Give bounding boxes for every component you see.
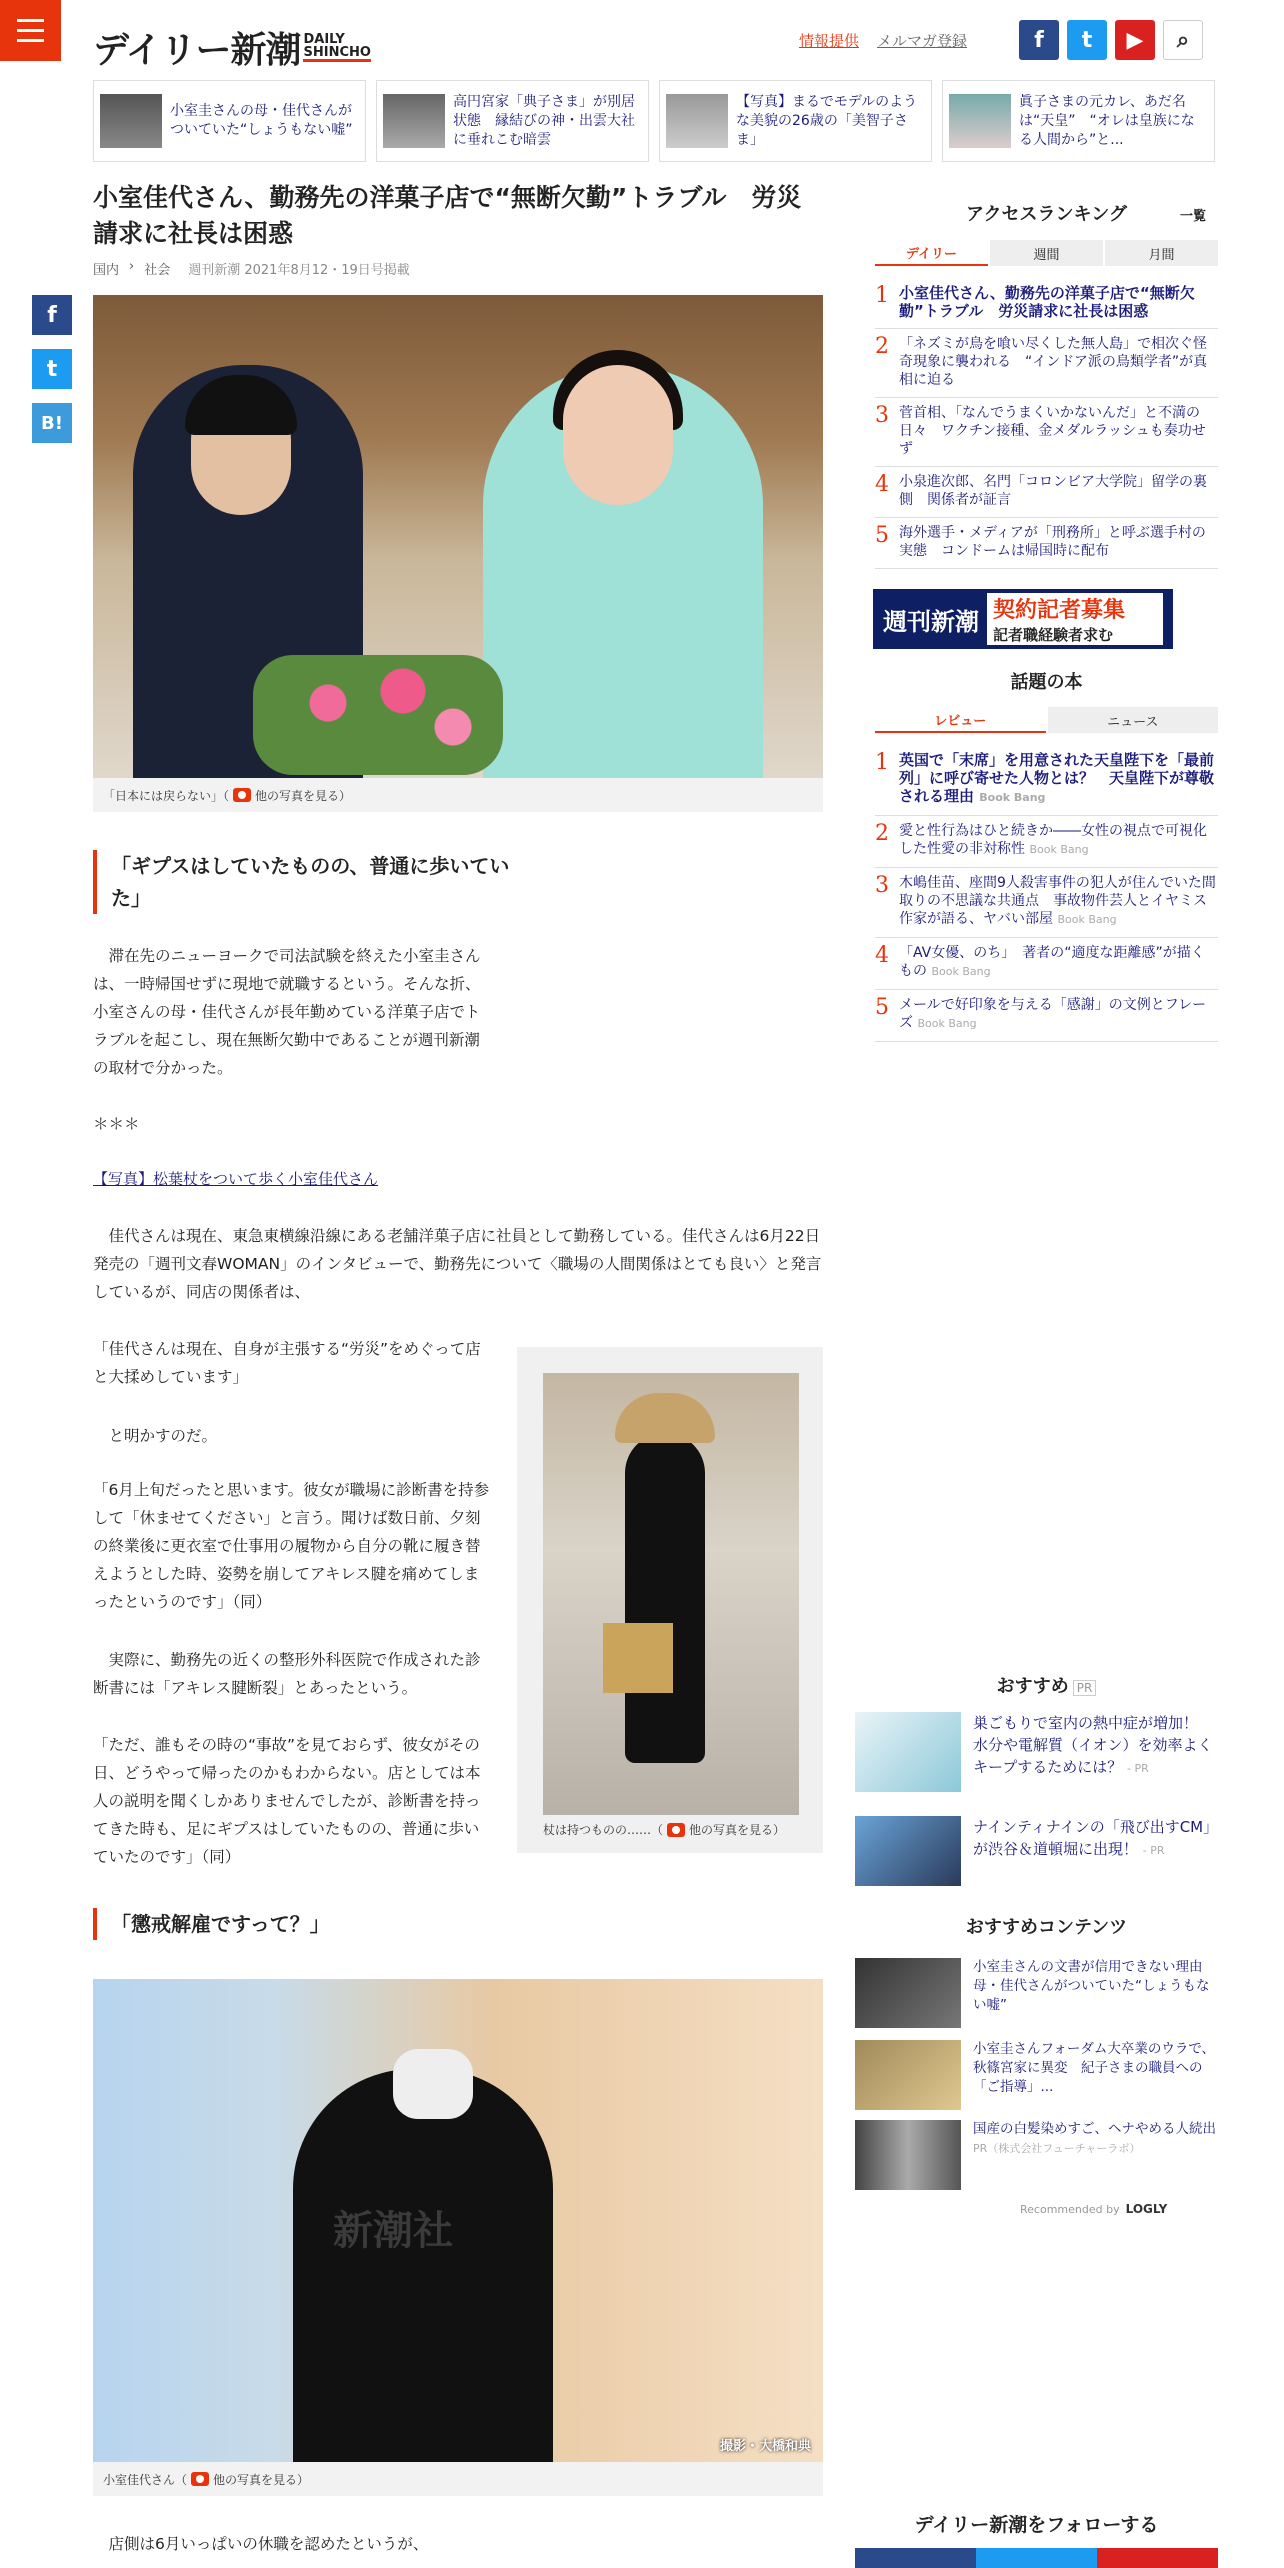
photo-caption: 小室佳代さん（ 他の写真を見る） bbox=[93, 2462, 823, 2496]
watermark: 新潮社 bbox=[333, 2208, 453, 2254]
book-item[interactable]: 1 英国で「末席」を用意された天皇陛下を「最前列」に呼び寄せた人物とは？ 天皇陛下が尊敬される理由 Book Bang bbox=[875, 745, 1218, 816]
ranking-list bbox=[875, 278, 1218, 569]
hamburger-icon bbox=[17, 19, 44, 22]
related-thumb bbox=[383, 94, 445, 148]
pr-badge: PR bbox=[1073, 1680, 1097, 1696]
book-item[interactable]: 4 「AV女優、のち」 著者の“適度な距離感”が描くもの Book Bang bbox=[875, 938, 1218, 990]
book-item[interactable]: 2 愛と性行為はひと続きか――女性の視点で可視化した性愛の非対称性 Book Bang bbox=[875, 816, 1218, 868]
recommend-thumb bbox=[855, 1816, 961, 1886]
photo-link[interactable]: 【写真】松葉杖をついて歩く小室佳代さん bbox=[93, 1170, 379, 1188]
follow-buttons bbox=[855, 2548, 1218, 2568]
logo-subtext: DAILY SHINCHO bbox=[303, 32, 371, 60]
paragraph: 佳代さんは現在、東急東横線沿線にある老舗洋菓子店に社員として勤務している。佳代さんは6月22日発売の「週刊文春WOMAN」のインタビューで、勤務先について〈職場の人間関係はとても良い〉と発言しているが、同店の関係者は、 bbox=[93, 1227, 822, 1301]
site-logo[interactable] bbox=[93, 22, 371, 73]
paragraph: 滞在先のニューヨークで司法試験を終えた小室圭さんは、一時帰国せずに現地で就職するという。そんな折、小室さんの母・佳代さんが長年勤めている洋菓子店でトラブルを起こし、現在無断欠勤中であることが週刊新潮の取材で分かった。 bbox=[93, 947, 481, 1077]
camera-icon[interactable] bbox=[233, 788, 251, 802]
publish-date: 週刊新潮 2021年8月12・19日号掲載 bbox=[188, 263, 410, 278]
recruit-banner[interactable]: 週刊新潮 契約記者募集 記者職経験者求む bbox=[873, 589, 1173, 649]
books-list bbox=[875, 745, 1218, 1042]
info-link[interactable]: 情報提供 bbox=[799, 32, 860, 50]
ranking-more-link[interactable]: 一覧 bbox=[1180, 209, 1207, 224]
tab-monthly[interactable]: 月間 bbox=[1105, 240, 1218, 266]
more-photos-link[interactable]: 他の写真を見る） bbox=[213, 2472, 310, 2487]
content-thumb bbox=[855, 1958, 961, 2028]
camera-icon[interactable] bbox=[191, 2472, 209, 2486]
books-tabs bbox=[875, 707, 1218, 733]
more-photos-link[interactable]: 他の写真を見る） bbox=[255, 788, 352, 803]
photo-kayo[interactable] bbox=[93, 1979, 823, 2462]
separator-stars: ＊＊＊ bbox=[93, 1115, 140, 1133]
related-card[interactable]: 小室圭さんの母・佳代さんがついていた“しょうもない嘘” bbox=[93, 80, 366, 162]
newsletter-link[interactable]: メルマガ登録 bbox=[877, 32, 968, 50]
follow-title: デイリー新潮をフォローする bbox=[914, 2514, 1159, 2536]
share-buttons bbox=[32, 295, 72, 443]
youtube-icon[interactable]: ▶ bbox=[1115, 20, 1155, 60]
content-item[interactable]: 小室圭さんの文書が信用できない理由 母・佳代さんがついていた“しょうもない嘘” bbox=[855, 1958, 1218, 2028]
photo-caption: 杖は持つものの……（ 他の写真を見る） bbox=[543, 1823, 786, 1837]
tab-review[interactable]: レビュー bbox=[875, 707, 1046, 733]
content-item[interactable]: 国産の白髪染めすご、ヘナやめる人続出 PR（株式会社フューチャーラボ） bbox=[855, 2120, 1218, 2190]
inline-photo[interactable] bbox=[517, 1347, 823, 1853]
book-item[interactable]: 5 メールで好印象を与える「感謝」の文例とフレーズ Book Bang bbox=[875, 990, 1218, 1042]
tab-daily[interactable]: デイリー bbox=[875, 240, 988, 266]
paragraph: 実際に、勤務先の近くの整形外科医院で作成された診断書には「アキレス腱断裂」とあったという。 bbox=[93, 1651, 481, 1697]
facebook-share-icon[interactable]: f bbox=[32, 295, 72, 335]
paragraph: 店側は6月いっぱいの休職を認めたというが、 bbox=[93, 2535, 429, 2553]
logo-text: デイリー新潮 bbox=[93, 30, 301, 71]
related-card[interactable]: 高円宮家「典子さま」が別居状態 縁結びの神・出雲大社に垂れこむ暗雲 bbox=[376, 80, 649, 162]
ranking-item[interactable]: 4 小泉進次郎、名門「コロンビア大学院」留学の裏側 関係者が証言 bbox=[875, 467, 1218, 518]
follow-youtube-button[interactable] bbox=[1097, 2548, 1218, 2568]
logly-credit: Recommended by LOGLY bbox=[1020, 2202, 1168, 2216]
breadcrumb bbox=[93, 259, 410, 278]
related-card[interactable]: 眞子さまの元カレ、あだ名は“天皇” “オレは皇族になる人間から”と... bbox=[942, 80, 1215, 162]
menu-button[interactable] bbox=[0, 0, 61, 61]
books-title: 話題の本 bbox=[1010, 672, 1083, 693]
tab-weekly[interactable]: 週間 bbox=[990, 240, 1103, 266]
related-articles bbox=[93, 80, 1218, 162]
ranking-item[interactable]: 5 海外選手・メディアが「刑務所」と呼ぶ選手村の実態 コンドームは帰国時に配布 bbox=[875, 518, 1218, 569]
content-thumb bbox=[855, 2120, 961, 2190]
section-heading: 「懲戒解雇ですって？」 bbox=[93, 1908, 823, 1940]
ranking-title: アクセスランキング bbox=[966, 204, 1127, 225]
photo-credit: 撮影・大橋和典 bbox=[719, 2439, 811, 2454]
twitter-share-icon[interactable]: t bbox=[32, 349, 72, 389]
ranking-item[interactable]: 3 菅首相、「なんでうまくいかないんだ」と不満の日々 ワクチン接種、金メダルラッシュも奏功せず bbox=[875, 398, 1218, 467]
tab-news[interactable]: ニュース bbox=[1048, 707, 1219, 733]
twitter-icon[interactable]: t bbox=[1067, 20, 1107, 60]
ranking-item[interactable]: 1 小室佳代さん、勤務先の洋菓子店で“無断欠勤”トラブル 労災請求に社長は困惑 bbox=[875, 278, 1218, 329]
contents-title: おすすめコンテンツ bbox=[965, 1917, 1128, 1938]
paragraph: 「ただ、誰もその時の“事故”を見ておらず、彼女がその日、どうやって帰ったのかもわからない。店としては本人の説明を聞くしかありませんでしたが、診断書を持ってきた時も、足にギプスはしていたものの、普通に歩いていたのです」（同） bbox=[93, 1736, 481, 1866]
book-item[interactable]: 3 木嶋佳苗、座間9人殺害事件の犯人が住んでいた間取りの不思議な共通点 事故物件芸人とイヤミス作家が語る、ヤバい部屋 Book Bang bbox=[875, 868, 1218, 938]
follow-twitter-button[interactable] bbox=[976, 2548, 1097, 2568]
recommend-item[interactable]: ナインティナインの「飛び出すCM」が渋谷＆道頓堀に出現！ - PR bbox=[855, 1816, 1218, 1886]
paragraph: 「6月上旬だったと思います。彼女が職場に診断書を持参して「休ませてください」と言う。聞けば数日前、夕刻の終業後に更衣室で仕事用の履物から自分の靴に履き替えようとした時、姿勢を崩してアキレス腱を痛めてしまったというのです」（同） bbox=[93, 1481, 490, 1611]
crumb-domestic[interactable]: 国内 bbox=[93, 263, 120, 278]
follow-facebook-button[interactable] bbox=[855, 2548, 976, 2568]
main-photo[interactable] bbox=[93, 295, 823, 778]
crumb-society[interactable]: 社会 bbox=[144, 263, 171, 278]
recommend-title: おすすめ PR bbox=[875, 1672, 1218, 1698]
logly-logo: LOGLY bbox=[1125, 2202, 1168, 2216]
related-thumb bbox=[949, 94, 1011, 148]
recommend-item[interactable]: 巣ごもりで室内の熱中症が増加！ 水分や電解質（イオン）を効率よくキープするためには？ - PR bbox=[855, 1712, 1218, 1792]
article-title: 小室佳代さん、勤務先の洋菓子店で“無断欠勤”トラブル 労災請求に社長は困惑 bbox=[93, 183, 802, 248]
recommend-thumb bbox=[855, 1712, 961, 1792]
camera-icon[interactable] bbox=[667, 1823, 685, 1837]
more-photos-link[interactable]: 他の写真を見る） bbox=[689, 1823, 786, 1837]
facebook-icon[interactable]: f bbox=[1019, 20, 1059, 60]
ranking-item[interactable]: 2 「ネズミが鳥を喰い尽くした無人島」で相次ぐ怪奇現象に襲われる “インドア派の鳥類学者”が真相に迫る bbox=[875, 329, 1218, 398]
chevron-right-icon: › bbox=[129, 259, 135, 274]
content-thumb bbox=[855, 2040, 961, 2110]
paragraph: 「佳代さんは現在、自身が主張する“労災”をめぐって店と大揉めしています」 bbox=[93, 1340, 481, 1386]
content-item[interactable]: 小室圭さんフォーダム大卒業のウラで、秋篠宮家に異変 紀子さまの職員への「ご指導」... bbox=[855, 2040, 1218, 2110]
photo-caption: 「日本には戻らない」（ 他の写真を見る） bbox=[93, 778, 823, 812]
paragraph: と明かすのだ。 bbox=[93, 1427, 218, 1445]
ranking-tabs bbox=[875, 240, 1218, 266]
related-thumb bbox=[666, 94, 728, 148]
related-card[interactable]: 【写真】まるでモデルのような美貌の26歳の「美智子さま」 bbox=[659, 80, 932, 162]
related-thumb bbox=[100, 94, 162, 148]
section-heading: 「ギプスはしていたものの、普通に歩いていた」 bbox=[93, 850, 513, 914]
search-icon[interactable]: ⌕ bbox=[1163, 20, 1203, 60]
hatena-bookmark-icon[interactable]: B! bbox=[32, 403, 72, 443]
